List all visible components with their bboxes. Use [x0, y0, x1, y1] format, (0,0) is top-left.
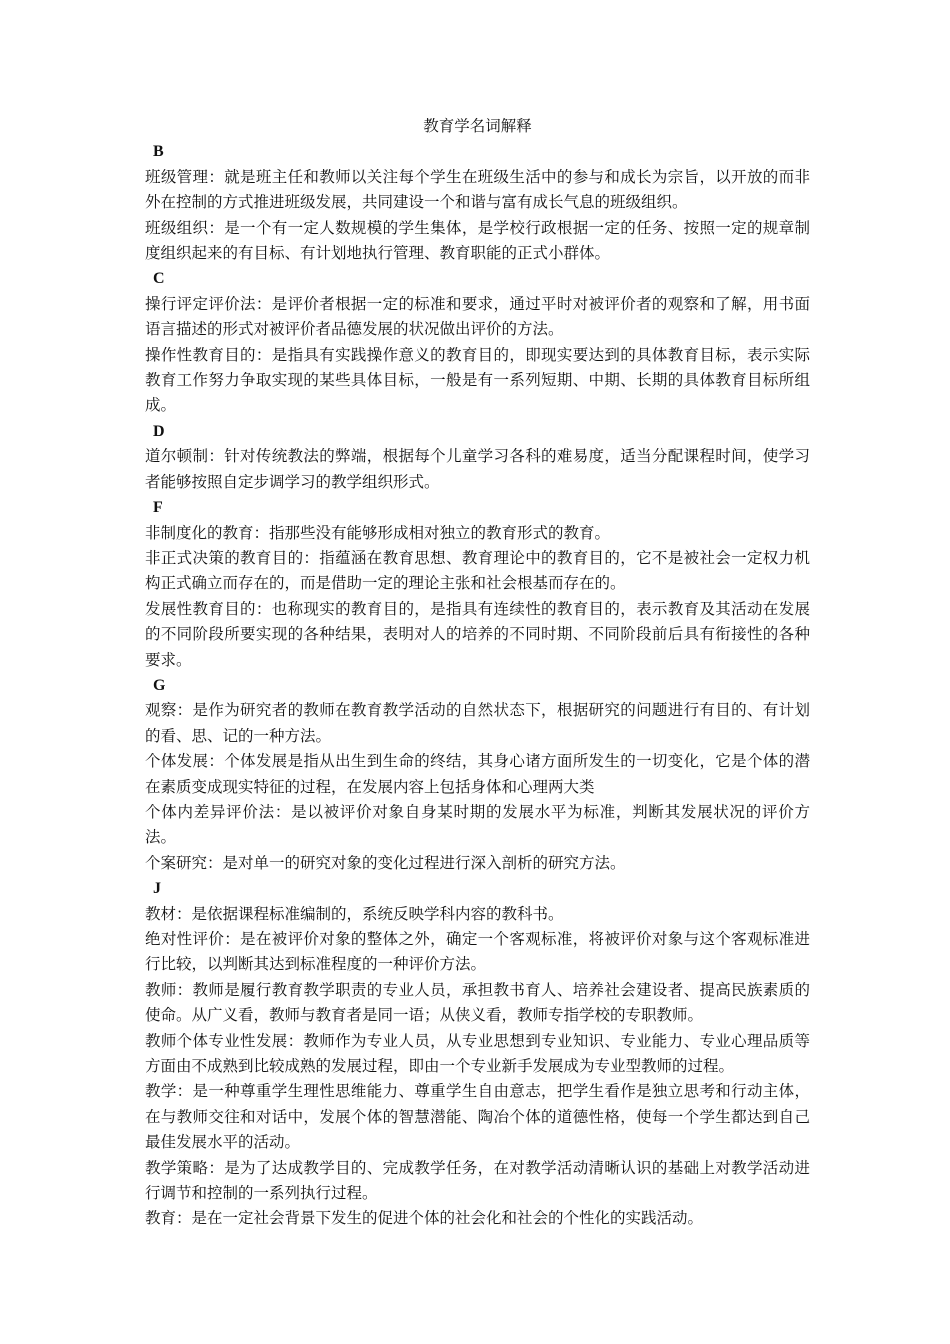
term-entry: 个体发展：个体发展是指从出生到生命的终结，其身心诸方面所发生的一切变化，它是个体的潜在素质变成现实特征的过程，在发展内容上包括身体和心理两大类 — [145, 752, 810, 796]
term-entry: 观察：是作为研究者的教师在教育教学活动的自然状态下，根据研究的问题进行有目的、有计划的看、思、记的一种方法。 — [145, 701, 810, 745]
section-letter: C — [153, 270, 165, 288]
section-j — [145, 876, 810, 1232]
section-letter: D — [153, 422, 165, 440]
section-letter: J — [153, 880, 161, 898]
term-entry: 道尔顿制：针对传统教法的弊端，根据每个儿童学习各科的难易度，适当分配课程时间，使学习者能够按照自定步调学习的教学组织形式。 — [145, 447, 810, 491]
term-entry: 班级管理：就是班主任和教师以关注每个学生在班级生活中的参与和成长为宗旨，以开放的而非外在控制的方式推进班级发展，共同建设一个和谐与富有成长气息的班级组织。 — [145, 167, 810, 212]
term-entry: 非制度化的教育：指那些没有能够形成相对独立的教育形式的教育。 — [145, 523, 611, 542]
term-entry: 个体内差异评价法：是以被评价对象自身某时期的发展水平为标准，判断其发展状况的评价方法。 — [145, 802, 810, 847]
term-entry: 发展性教育目的：也称现实的教育目的，是指具有连续性的教育目的，表示教育及其活动在发展的不同阶段所要实现的各种结果，表明对人的培养的不同时期、不同阶段前后具有衔接性的各种要求。 — [145, 599, 810, 669]
section-letter: F — [153, 499, 163, 517]
section-f — [145, 495, 810, 673]
section-d — [145, 419, 810, 495]
section-letter: B — [153, 143, 164, 161]
page-title: 教育学名词解释 — [423, 117, 532, 135]
term-entry: 教师个体专业性发展：教师作为专业人员，从专业思想到专业知识、专业能力、专业心理品质等方面由不成熟到比较成熟的发展过程，即由一个专业新手发展成为专业型教师的过程。 — [145, 1031, 810, 1076]
section-b — [145, 139, 810, 266]
term-entry: 教学：是一种尊重学生理性思维能力、尊重学生自由意志，把学生看作是独立思考和行动主体，在与教师交往和对话中，发展个体的智慧潜能、陶冶个体的道德性格，使每一个学生都达到自己最佳发展水平的活动。 — [145, 1082, 810, 1152]
section-c — [145, 266, 810, 418]
section-g — [145, 673, 810, 876]
term-entry: 绝对性评价：是在被评价对象的整体之外，确定一个客观标准，将被评价对象与这个客观标准进行比较，以判断其达到标准程度的一种评价方法。 — [145, 930, 810, 974]
term-entry: 班级组织：是一个有一定人数规模的学生集体，是学校行政根据一定的任务、按照一定的规章制度组织起来的有目标、有计划地执行管理、教育职能的正式小群体。 — [145, 218, 810, 263]
term-entry: 教育：是在一定社会背景下发生的促进个体的社会化和社会的个性化的实践活动。 — [145, 1209, 704, 1228]
term-entry: 个案研究：是对单一的研究对象的变化过程进行深入剖析的研究方法。 — [145, 853, 626, 872]
term-entry: 操作性教育目的：是指具有实践操作意义的教育目的，即现实要达到的具体教育目标，表示实际教育工作努力争取实现的某些具体目标，一般是有一系列短期、中期、长期的具体教育目标所组成。 — [145, 345, 810, 415]
term-entry: 教师：教师是履行教育教学职责的专业人员，承担教书育人、培养社会建设者、提高民族素质的使命。从广义看，教师与教育者是同一语；从侠义看，教师专指学校的专职教师。 — [145, 980, 810, 1025]
document-page — [145, 114, 810, 1232]
section-letter: G — [153, 676, 166, 694]
term-entry: 非正式决策的教育目的：指蕴涵在教育思想、教育理论中的教育目的，它不是被社会一定权力机构正式确立而存在的，而是借助一定的理论主张和社会根基而存在的。 — [145, 548, 810, 593]
term-entry: 教学策略：是为了达成教学目的、完成教学任务，在对教学活动清晰认识的基础上对教学活动进行调节和控制的一系列执行过程。 — [145, 1158, 810, 1203]
term-entry: 操行评定评价法：是评价者根据一定的标准和要求，通过平时对被评价者的观察和了解，用书面语言描述的形式对被评价者品德发展的状况做出评价的方法。 — [145, 294, 810, 339]
term-entry: 教材：是依据课程标准编制的，系统反映学科内容的教科书。 — [145, 904, 564, 923]
